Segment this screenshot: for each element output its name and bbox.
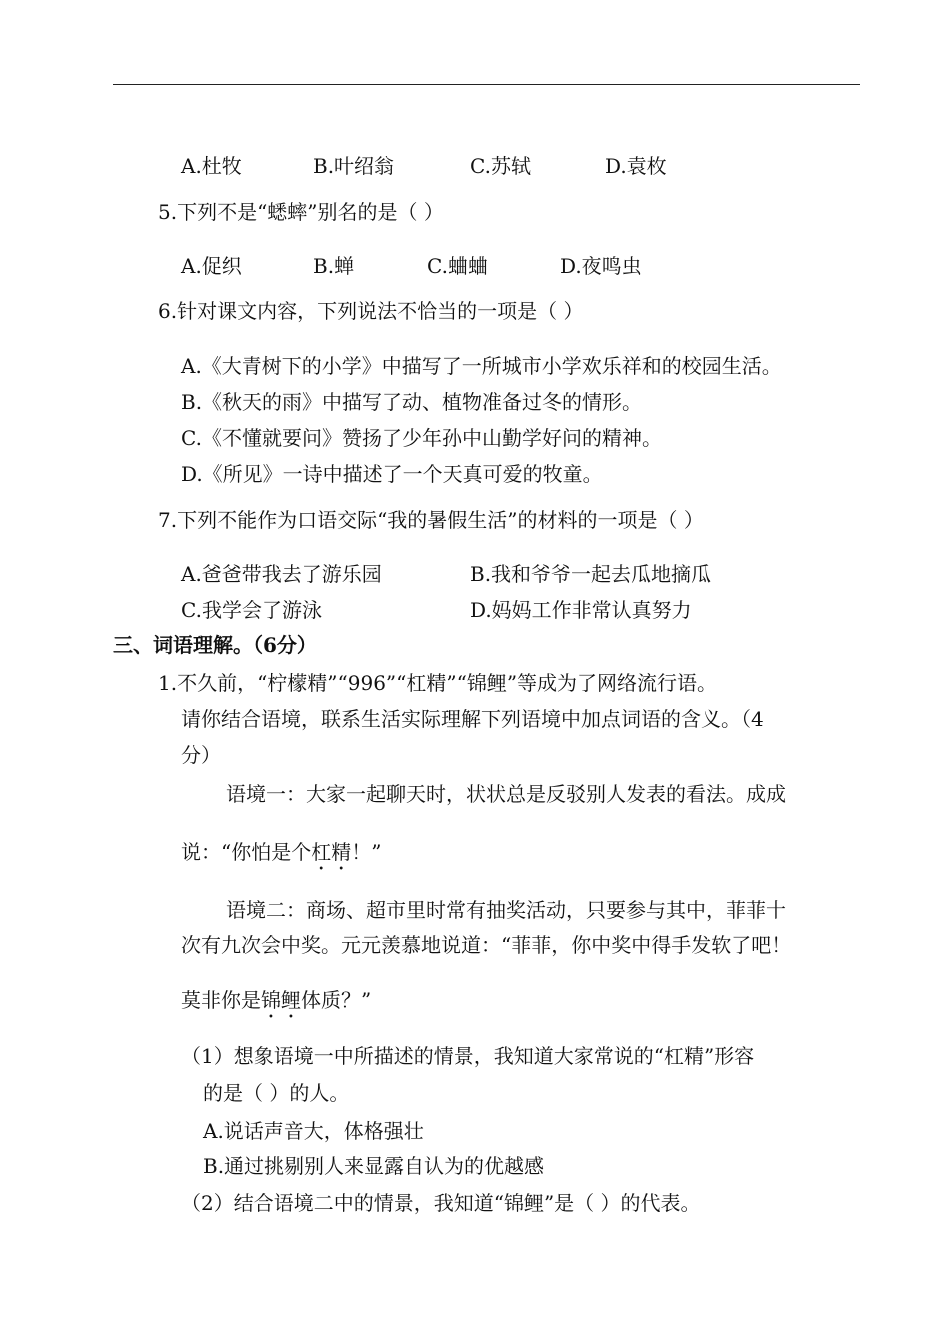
q5-option-d: D.夜鸣虫: [560, 254, 642, 278]
q7-option-c: C.我学会了游泳: [181, 598, 322, 622]
q5-stem: 5.下列不是“蟋蟀”别名的是（ ）: [158, 200, 444, 224]
section3-heading: 三、词语理解。（6分）: [113, 633, 317, 657]
q7-option-b: B.我和爷爷一起去瓜地摘瓜: [470, 562, 712, 586]
context1-line2-text-a: 说：“你怕是个: [181, 840, 312, 864]
q6-stem: 6.针对课文内容，下列说法不恰当的一项是（ ）: [158, 299, 584, 323]
sub-question-1-line2: 的是（ ）的人。: [203, 1081, 350, 1105]
q7-option-d: D.妈妈工作非常认真努力: [470, 598, 692, 622]
q6-option-a: A.《大青树下的小学》中描写了一所城市小学欢乐祥和的校园生活。: [181, 354, 782, 378]
sub-question-1-option-b: B.通过挑剔别人来显露自认为的优越感: [203, 1154, 545, 1178]
q4-option-b: B.叶绍翁: [313, 154, 395, 178]
context2-line3-text-a: 莫非你是: [181, 988, 261, 1012]
q6-option-c: C.《不懂就要问》赞扬了少年孙中山勤学好问的精神。: [181, 426, 662, 450]
context2-line3: [181, 987, 371, 1023]
q6-option-b: B.《秋天的雨》中描写了动、植物准备过冬的情形。: [181, 390, 643, 414]
q7-option-a: A.爸爸带我去了游乐园: [181, 562, 382, 586]
context2-line1: 语境二：商场、超市里时常有抽奖活动，只要参与其中，菲菲十: [226, 898, 786, 922]
q7-stem: 7.下列不能作为口语交际“我的暑假生活”的材料的一项是（ ）: [158, 508, 704, 532]
sub-question-2-line1: （2）结合语境二中的情景，我知道“锦鲤”是（ ）的代表。: [181, 1191, 701, 1215]
q5-option-b: B.蝉: [313, 254, 355, 278]
dotted-term-jinli: 锦鲤: [261, 988, 301, 1012]
q4-option-a: A.杜牧: [181, 154, 242, 178]
context2-line2: 次有九次会中奖。元元羡慕地说道：“菲菲，你中奖中得手发软了吧！: [181, 933, 792, 957]
sub-question-1-option-a: A.说话声音大，体格强壮: [203, 1119, 424, 1143]
s3-q1-line3: 分）: [181, 743, 221, 767]
q5-option-c: C.蛐蛐: [427, 254, 488, 278]
context1-line2-text-b: ！”: [351, 840, 382, 864]
q4-option-c: C.苏轼: [470, 154, 531, 178]
q4-option-d: D.袁枚: [605, 154, 667, 178]
dotted-term-gangjing: 杠精: [311, 840, 352, 864]
context1-line2: [181, 839, 381, 875]
s3-q1-line1: 1.不久前，“柠檬精”“996”“杠精”“锦鲤”等成为了网络流行语。: [158, 671, 718, 695]
header-rule: [113, 84, 860, 85]
context2-line3-text-b: 体质？”: [301, 988, 372, 1012]
sub-question-1-line1: （1）想象语境一中所描述的情景，我知道大家常说的“杠精”形容: [181, 1044, 755, 1068]
context1-line1: 语境一：大家一起聊天时，状状总是反驳别人发表的看法。成成: [226, 782, 786, 806]
s3-q1-line2: 请你结合语境，联系生活实际理解下列语境中加点词语的含义。（4: [181, 707, 764, 731]
q6-option-d: D.《所见》一诗中描述了一个天真可爱的牧童。: [181, 462, 603, 486]
q5-option-a: A.促织: [181, 254, 242, 278]
